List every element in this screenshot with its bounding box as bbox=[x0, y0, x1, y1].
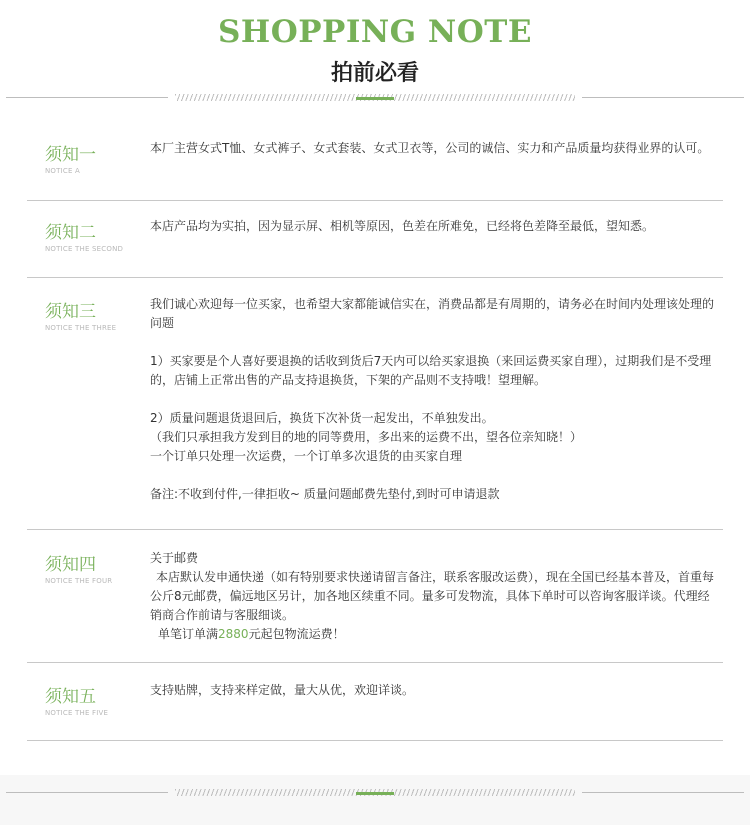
note-title: 须知二 bbox=[45, 223, 96, 243]
note-section-5 bbox=[27, 662, 723, 741]
divider-line-right bbox=[582, 97, 744, 98]
header-divider bbox=[0, 94, 750, 102]
note-body bbox=[150, 217, 715, 236]
divider-line-left bbox=[6, 97, 168, 98]
note-section-2 bbox=[27, 200, 723, 278]
note-subtitle: NOTICE THE SECOND bbox=[45, 245, 124, 253]
note-text: 本店产品均为实拍，因为显示屏、相机等原因，色差在所难免，已经将色差降至最低，望知悉。 bbox=[150, 219, 655, 233]
note-text-part: 单笔订单满 bbox=[158, 627, 219, 641]
header bbox=[0, 0, 750, 120]
note-text: （我们只承担我方发到目的地的同等费用，多出来的运费不出，望各位亲知晓！） bbox=[150, 430, 583, 444]
note-text: 本厂主营女式T恤、女式裤子、女式套装、女式卫衣等，公司的诚信、实力和产品质量均获得业界的认可。 bbox=[150, 141, 710, 155]
note-text: 2）质量问题退货退回后，换货下次补货一起发出，不单独发出。 bbox=[150, 411, 494, 425]
note-text: 我们诚心欢迎每一位买家，也希望大家都能诚信实在，消费品都是有周期的，请务必在时间内处理该处理的问题 bbox=[150, 297, 715, 330]
note-text-part: 元起包物流运费！ bbox=[248, 627, 345, 641]
highlight-amount: 2880 bbox=[218, 627, 249, 641]
note-title: 须知一 bbox=[45, 145, 96, 165]
note-title: 须知四 bbox=[45, 555, 96, 575]
note-title: 须知五 bbox=[45, 687, 96, 707]
divider-accent bbox=[356, 792, 394, 795]
footer-divider bbox=[0, 789, 750, 797]
page-title-cn: 拍前必看 bbox=[330, 61, 419, 86]
note-text: 一个订单只处理一次运费，一个订单多次退货的由买家自理 bbox=[150, 449, 463, 463]
note-text bbox=[150, 625, 715, 644]
note-text: 关于邮费 bbox=[150, 551, 199, 565]
note-subtitle: NOTICE THE THREE bbox=[45, 324, 117, 332]
note-body bbox=[150, 549, 715, 644]
note-body bbox=[150, 295, 715, 504]
divider-accent bbox=[356, 97, 394, 100]
note-title: 须知三 bbox=[45, 302, 96, 322]
footer-band bbox=[0, 775, 750, 825]
note-section-4 bbox=[27, 529, 723, 663]
note-body bbox=[150, 681, 715, 700]
note-section-3 bbox=[27, 277, 723, 530]
note-text: 支持贴牌，支持来样定做，量大从优，欢迎详谈。 bbox=[150, 683, 415, 697]
note-text: 本店默认发申通快递（如有特别要求快递请留言备注，联系客服改运费），现在全国已经基本普及，首重每公斤8元邮费，偏远地区另计，加各地区续重不同。量多可发物流，具体下单时可以咨询客服详谈。代理经销商合作前请与客服细谈。 bbox=[150, 570, 715, 622]
divider-line-right bbox=[582, 792, 744, 793]
note-text: 1）买家要是个人喜好要退换的话收到货后7天内可以给买家退换（来回运费买家自理），过期我们是不受理的，店铺上正常出售的产品支持退换货，下架的产品则不支持哦！望理解。 bbox=[150, 354, 712, 387]
note-subtitle: NOTICE A bbox=[45, 167, 81, 175]
note-subtitle: NOTICE THE FIVE bbox=[45, 709, 109, 717]
page-title-en: SHOPPING NOTE bbox=[218, 14, 532, 50]
divider-line-left bbox=[6, 792, 168, 793]
note-text: 备注:不收到付件,一律拒收~ 质量问题邮费先垫付,到时可申请退款 bbox=[150, 487, 500, 501]
note-body bbox=[150, 139, 715, 158]
note-subtitle: NOTICE THE FOUR bbox=[45, 577, 113, 585]
note-section-1 bbox=[27, 120, 723, 201]
